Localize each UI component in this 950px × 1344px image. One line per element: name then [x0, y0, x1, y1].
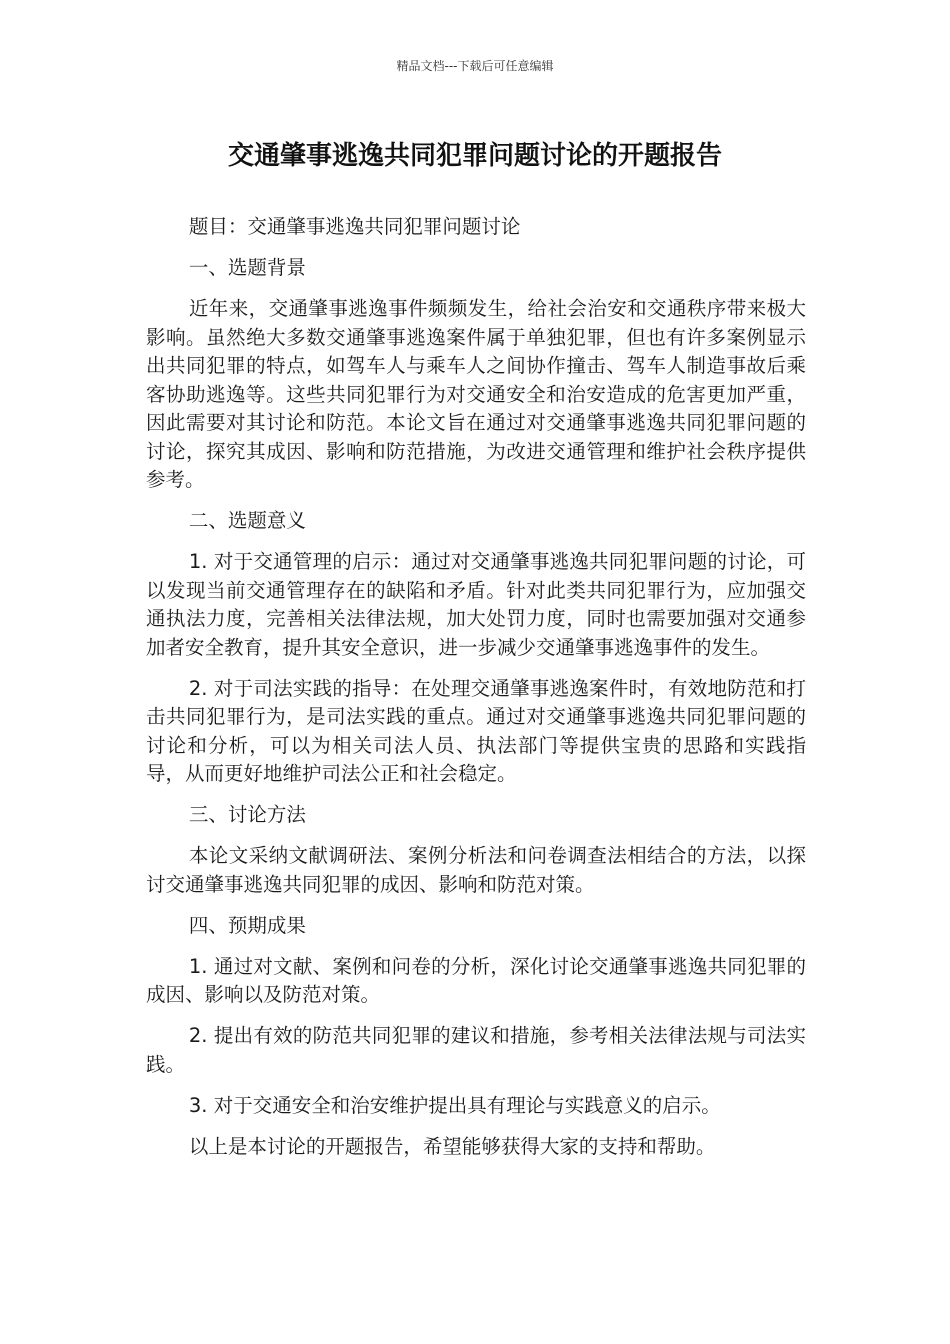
section-heading-method: 三、讨论方法 — [188, 803, 306, 826]
section-heading-outcomes: 四、预期成果 — [188, 913, 306, 937]
significance-item-1: 1. 对于交通管理的启示：通过对交通肇事逃逸共同犯罪问题的讨论，可以发现当前交通管理存在的缺陷和矛盾。针对此类共同犯罪行为，应加强交通执法力度，完善相关法律法规，加大处罚力度，同时也需要加强对交通参加者安全教育，提升其安全意识，进一步减少交通肇事逃逸事件的发生。 — [146, 550, 806, 659]
method-paragraph: 本论文采纳文献调研法、案例分析法和问卷调查法相结合的方法，以探讨交通肇事逃逸共同犯罪的成因、影响和防范对策。 — [146, 844, 806, 896]
document-body — [146, 213, 806, 1174]
outcome-item-3: 3. 对于交通安全和治安维护提出具有理论与实践意义的启示。 — [188, 1093, 721, 1117]
section-heading-background: 一、选题背景 — [188, 256, 306, 279]
document-title: 交通肇事逃逸共同犯罪问题讨论的开题报告 — [227, 141, 722, 171]
outcome-item-2: 2. 提出有效的防范共同犯罪的建议和措施，参考相关法律法规与司法实践。 — [146, 1024, 806, 1076]
outcome-item-1: 1. 通过对文献、案例和问卷的分析，深化讨论交通肇事逃逸共同犯罪的成因、影响以及防范对策。 — [146, 954, 806, 1006]
closing-paragraph: 以上是本讨论的开题报告，希望能够获得大家的支持和帮助。 — [188, 1134, 716, 1158]
section-heading-significance: 二、选题意义 — [188, 509, 306, 532]
topic-line: 题目：交通肇事逃逸共同犯罪问题讨论 — [188, 215, 521, 238]
significance-item-2: 2. 对于司法实践的指导：在处理交通肇事逃逸案件时，有效地防范和打击共同犯罪行为，是司法实践的重点。通过对交通肇事逃逸共同犯罪问题的讨论和分析，可以为相关司法人员、执法部门等提供宝贵的思路和实践指导，从而更好地维护司法公正和社会稳定。 — [146, 676, 806, 785]
header-note: 精品文档---下载后可任意编辑 — [396, 59, 554, 73]
background-paragraph: 近年来，交通肇事逃逸事件频频发生，给社会治安和交通秩序带来极大影响。虽然绝大多数交通肇事逃逸案件属于单独犯罪，但也有许多案例显示出共同犯罪的特点，如驾车人与乘车人之间协作撞击、驾车人制造事故后乘客协助逃逸等。这些共同犯罪行为对交通安全和治安造成的危害更加严重，因此需要对其讨论和防范。本论文旨在通过对交通肇事逃逸共同犯罪问题的讨论，探究其成因、影响和防范措施，为改进交通管理和维护社会秩序提供参考。 — [146, 297, 806, 491]
